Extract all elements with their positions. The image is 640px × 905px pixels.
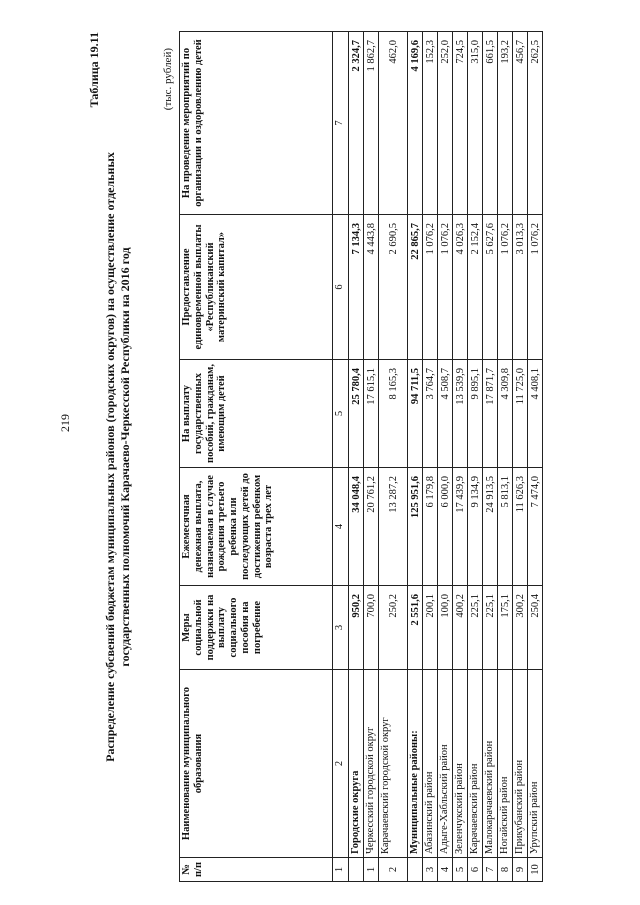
row-number-cell: 7 — [483, 858, 498, 882]
row-number-cell: 6 — [468, 858, 483, 882]
maternity-capital-cell: 2 690,5 — [379, 215, 408, 360]
column-number: 6 — [333, 215, 349, 360]
table-row — [438, 32, 453, 882]
table-row — [364, 32, 379, 882]
burial-benefit-cell: 250,2 — [379, 586, 408, 670]
header-cell: На проведение мероприятий по организации и оздоровлению детей — [180, 32, 333, 215]
table-row — [379, 32, 408, 882]
table-row — [423, 32, 438, 882]
child-benefit-cell: 11 725,0 — [513, 360, 528, 468]
child-recreation-cell: 262,5 — [528, 32, 543, 215]
child-recreation-cell: 193,2 — [498, 32, 513, 215]
child-benefit-cell: 4 508,7 — [438, 360, 453, 468]
rotated-page-content — [87, 32, 607, 882]
table-number: Таблица 19.11 — [87, 32, 101, 108]
municipality-name-cell: Абазинский район — [423, 670, 438, 858]
subsidy-table — [179, 31, 543, 882]
municipality-name-cell: Прикубанский район — [513, 670, 528, 858]
column-number: 3 — [333, 586, 349, 670]
row-number-cell: 8 — [498, 858, 513, 882]
header-cell: Наименование муниципального образования — [180, 670, 333, 858]
child-recreation-cell: 661,5 — [483, 32, 498, 215]
municipality-name-cell: Ногайский район — [498, 670, 513, 858]
maternity-capital-cell: 5 627,6 — [483, 215, 498, 360]
burial-benefit-cell: 250,4 — [528, 586, 543, 670]
maternity-capital-cell: 7 134,3 — [349, 215, 364, 360]
child-benefit-cell: 25 780,4 — [349, 360, 364, 468]
column-number-row — [333, 32, 349, 882]
burial-benefit-cell: 2 551,6 — [408, 586, 423, 670]
table-row — [468, 32, 483, 882]
monthly-payment-cell: 125 951,6 — [408, 468, 423, 586]
monthly-payment-cell: 5 813,1 — [498, 468, 513, 586]
child-recreation-cell: 724,5 — [453, 32, 468, 215]
title-line-1: Распределение субсвений бюджетам муниципальных районов (городских округов) на осуществление отдельных — [103, 152, 117, 762]
table-row — [498, 32, 513, 882]
child-recreation-cell: 152,3 — [423, 32, 438, 215]
row-number-cell: 2 — [379, 858, 408, 882]
page-number: 219 — [58, 414, 72, 432]
municipality-name-cell: Карачаевский район — [468, 670, 483, 858]
header-cell: Предоставление единовременной выплаты «Республиканский материнский капитал» — [180, 215, 333, 360]
table-body — [349, 32, 543, 882]
table-group-row — [349, 32, 364, 882]
municipality-name-cell: Малокарачаевский район — [483, 670, 498, 858]
municipality-name-cell: Адыге-Хабльский район — [438, 670, 453, 858]
table-row — [513, 32, 528, 882]
header-cell: Ежемесячная денежная выплата, назначаемая в случае рождения третьего ребенка или последующих детей до достижения ребенком возраста трех лет — [180, 468, 333, 586]
maternity-capital-cell: 2 152,4 — [468, 215, 483, 360]
title-line-2: государственных полномочий Карачаево-Черкесской Республики на 2016 год — [118, 247, 133, 667]
row-number-cell: 5 — [453, 858, 468, 882]
header-cell: Меры социальной поддержки на выплату социального пособия на погребение — [180, 586, 333, 670]
child-benefit-cell: 13 539,9 — [453, 360, 468, 468]
unit-label: (тыс. рублей) — [162, 48, 174, 111]
child-recreation-cell: 456,7 — [513, 32, 528, 215]
monthly-payment-cell: 34 048,4 — [349, 468, 364, 586]
child-recreation-cell: 252,0 — [438, 32, 453, 215]
maternity-capital-cell: 1 076,2 — [438, 215, 453, 360]
child-benefit-cell: 4 408,1 — [528, 360, 543, 468]
header-cell: На выплату государственных пособий, гражданам, имеющим детей — [180, 360, 333, 468]
monthly-payment-cell: 6 000,0 — [438, 468, 453, 586]
burial-benefit-cell: 100,0 — [438, 586, 453, 670]
child-benefit-cell: 3 764,7 — [423, 360, 438, 468]
header-cell: № п/п — [180, 858, 333, 882]
municipality-name-cell: Зеленчукский район — [453, 670, 468, 858]
table-row — [528, 32, 543, 882]
child-benefit-cell: 4 309,8 — [498, 360, 513, 468]
maternity-capital-cell: 1 076,2 — [423, 215, 438, 360]
municipality-name-cell: Городские округа — [349, 670, 364, 858]
row-number-cell: 4 — [438, 858, 453, 882]
municipality-name-cell: Карачаевский городской округ — [379, 670, 408, 858]
row-number-cell: 9 — [513, 858, 528, 882]
child-recreation-cell: 1 862,7 — [364, 32, 379, 215]
monthly-payment-cell: 11 626,3 — [513, 468, 528, 586]
column-number: 2 — [333, 670, 349, 858]
child-benefit-cell: 17 871,7 — [483, 360, 498, 468]
maternity-capital-cell: 1 076,2 — [528, 215, 543, 360]
municipality-name-cell: Урупский район — [528, 670, 543, 858]
municipality-name-cell: Муниципальные районы: — [408, 670, 423, 858]
monthly-payment-cell: 9 134,9 — [468, 468, 483, 586]
maternity-capital-cell: 4 026,3 — [453, 215, 468, 360]
table-row — [453, 32, 468, 882]
burial-benefit-cell: 225,1 — [483, 586, 498, 670]
column-number: 1 — [333, 858, 349, 882]
row-number-cell: 3 — [423, 858, 438, 882]
row-number-cell — [408, 858, 423, 882]
child-recreation-cell: 4 169,6 — [408, 32, 423, 215]
child-recreation-cell: 462,0 — [379, 32, 408, 215]
monthly-payment-cell: 17 439,9 — [453, 468, 468, 586]
child-benefit-cell: 94 711,5 — [408, 360, 423, 468]
row-number-cell: 1 — [364, 858, 379, 882]
column-number: 5 — [333, 360, 349, 468]
burial-benefit-cell: 200,1 — [423, 586, 438, 670]
maternity-capital-cell: 4 443,8 — [364, 215, 379, 360]
monthly-payment-cell: 7 474,0 — [528, 468, 543, 586]
child-recreation-cell: 315,0 — [468, 32, 483, 215]
monthly-payment-cell: 20 761,2 — [364, 468, 379, 586]
burial-benefit-cell: 950,2 — [349, 586, 364, 670]
burial-benefit-cell: 400,2 — [453, 586, 468, 670]
municipality-name-cell: Черкесский городской округ — [364, 670, 379, 858]
monthly-payment-cell: 6 179,8 — [423, 468, 438, 586]
monthly-payment-cell: 24 913,5 — [483, 468, 498, 586]
table-group-row — [408, 32, 423, 882]
burial-benefit-cell: 225,1 — [468, 586, 483, 670]
child-benefit-cell: 9 895,1 — [468, 360, 483, 468]
maternity-capital-cell: 1 076,2 — [498, 215, 513, 360]
column-number: 4 — [333, 468, 349, 586]
child-benefit-cell: 8 165,3 — [379, 360, 408, 468]
document-title — [103, 62, 134, 852]
maternity-capital-cell: 3 013,3 — [513, 215, 528, 360]
maternity-capital-cell: 22 865,7 — [408, 215, 423, 360]
table-row — [483, 32, 498, 882]
child-benefit-cell: 17 615,1 — [364, 360, 379, 468]
table-header-row — [180, 32, 333, 882]
row-number-cell: 10 — [528, 858, 543, 882]
monthly-payment-cell: 13 287,2 — [379, 468, 408, 586]
child-recreation-cell: 2 324,7 — [349, 32, 364, 215]
burial-benefit-cell: 700,0 — [364, 586, 379, 670]
column-number: 7 — [333, 32, 349, 215]
burial-benefit-cell: 300,2 — [513, 586, 528, 670]
burial-benefit-cell: 175,1 — [498, 586, 513, 670]
row-number-cell — [349, 858, 364, 882]
